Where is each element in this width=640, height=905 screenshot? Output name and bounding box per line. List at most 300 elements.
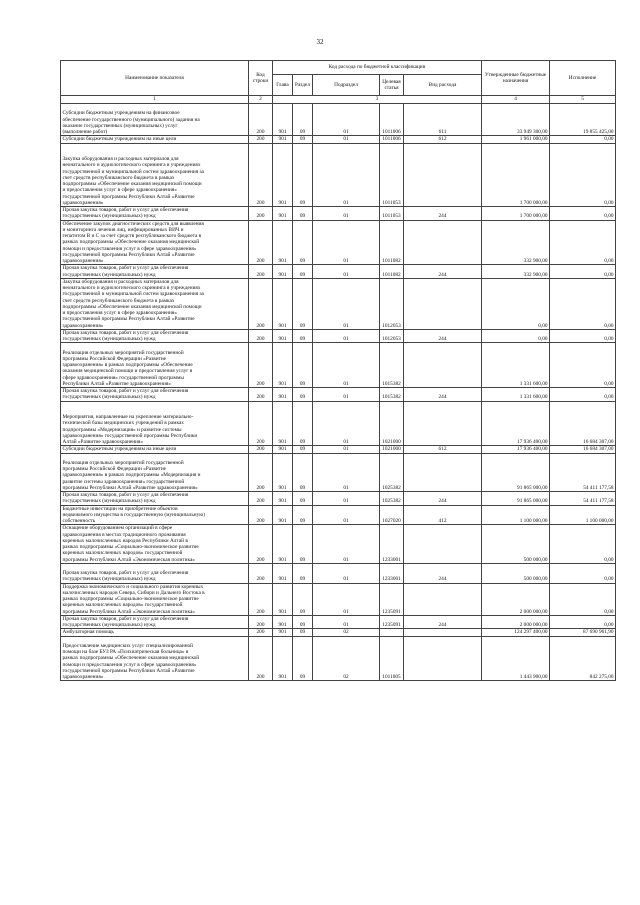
- indicator-name-line: оказания медицинской помощи и предоставления услуг в: [62, 368, 193, 375]
- glava-cell: 901: [273, 136, 293, 143]
- razdel-cell: 09: [293, 615, 313, 629]
- indicator-name: [61, 453, 249, 492]
- indicator-name-line: Обеспечение закупок диагностических средств для выявления: [62, 220, 204, 227]
- approved-cell: 1 961 000,00: [482, 136, 550, 143]
- executed-cell: 0,00: [550, 583, 616, 615]
- approved-cell: 332 900,00: [482, 220, 550, 265]
- vid-cell: 412: [404, 505, 482, 525]
- indicator-name-line: коренных малочисленных народов» государственной: [62, 550, 183, 557]
- executed-cell: 0,00: [550, 220, 616, 265]
- vid-cell: 612: [404, 446, 482, 453]
- podrazdel-cell: 01: [313, 104, 380, 136]
- row-code-cell: 200: [249, 492, 273, 506]
- executed-cell: 1 100 000,00: [550, 505, 616, 525]
- executed-cell: 0,00: [550, 343, 616, 388]
- indicator-name-line: коренных малочисленных народов» государственной: [62, 602, 183, 609]
- indicator-name-line: программы Республики Алтай «Экономическая политика»: [62, 556, 195, 563]
- indicator-name-line: оказание государственных (муниципальных) услуг: [62, 122, 178, 129]
- indicator-name-line: Предоставление медицинских услуг специализированной: [62, 642, 194, 649]
- approved-cell: 91 865 000,00: [482, 492, 550, 506]
- indicator-name-line: помощи и предоставления услуг в сфере здравоохранения»: [62, 245, 197, 252]
- approved-cell: 1 100 000,00: [482, 505, 550, 525]
- indicator-name-line: Прочая закупка товаров, работ и услуг для обеспечения: [62, 265, 189, 272]
- vid-cell: [404, 453, 482, 492]
- row-code-cell: 200: [249, 563, 273, 583]
- approved-cell: 1 331 600,00: [482, 388, 550, 402]
- indicator-name: [61, 207, 249, 221]
- indicator-name-line: программы Российской Федерации «Развитие: [62, 355, 167, 362]
- indicator-name: [61, 220, 249, 265]
- row-code-cell: 200: [249, 143, 273, 207]
- razdel-cell: 09: [293, 563, 313, 583]
- razdel-cell: 09: [293, 525, 313, 564]
- razdel-cell: 09: [293, 636, 313, 681]
- header-row-code: Код строки: [249, 61, 273, 96]
- approved-cell: 0,00: [482, 278, 550, 329]
- target-cell: 1011006: [380, 104, 404, 136]
- target-cell: 1011082: [380, 220, 404, 265]
- glava-cell: 901: [273, 492, 293, 506]
- target-cell: 1235091: [380, 615, 404, 629]
- indicator-name-line: Прочая закупка товаров, работ и услуг для обеспечения: [62, 329, 189, 336]
- vid-cell: 611: [404, 104, 482, 136]
- razdel-cell: 09: [293, 136, 313, 143]
- approved-cell: 1 331 600,00: [482, 343, 550, 388]
- row-code-cell: 200: [249, 629, 273, 636]
- glava-cell: 901: [273, 278, 293, 329]
- table-row: [61, 446, 616, 453]
- executed-cell: 16 684 307,00: [550, 401, 616, 446]
- row-code-cell: 200: [249, 220, 273, 265]
- indicator-name-line: помощи на базе БУЗ РА «Психиатрическая больница» в: [62, 649, 189, 655]
- podrazdel-cell: 01: [313, 505, 380, 525]
- header-classification: Код расхода по бюджетной классификации: [273, 61, 482, 75]
- razdel-cell: 09: [293, 388, 313, 402]
- indicator-name: [61, 278, 249, 329]
- approved-cell: 17 936 400,00: [482, 401, 550, 446]
- razdel-cell: 09: [293, 220, 313, 265]
- row-code-cell: 200: [249, 453, 273, 492]
- table-row: [61, 583, 616, 615]
- table-row: [61, 343, 616, 388]
- table-row: [61, 492, 616, 506]
- indicator-name: [61, 525, 249, 564]
- vid-cell: 612: [404, 136, 482, 143]
- target-cell: 1021000: [380, 401, 404, 446]
- indicator-name-line: государственных (муниципальных) нужд: [62, 271, 156, 278]
- table-row: [61, 629, 616, 636]
- indicator-name-line: государственных (муниципальных) нужд: [62, 498, 156, 505]
- indicator-name: [61, 388, 249, 402]
- indicator-name-line: государственной и муниципальной систем здравоохранения за: [62, 168, 204, 175]
- indicator-name-line: рамках подпрограммы «Социально-экономическое развитие: [62, 596, 199, 602]
- indicator-name-line: помощи и предоставления услуг в сфере здравоохранения»: [62, 661, 197, 668]
- indicator-name-line: Прочая закупка товаров, работ и услуг для обеспечения: [62, 207, 189, 213]
- row-code-cell: 200: [249, 278, 273, 329]
- razdel-cell: 09: [293, 492, 313, 506]
- indicator-name: [61, 136, 249, 143]
- podrazdel-cell: 02: [313, 629, 380, 636]
- header-podrazdel: Подраздел: [313, 75, 380, 96]
- indicator-name-line: собственность: [62, 518, 96, 524]
- vid-cell: [404, 401, 482, 446]
- header-razdel: Раздел: [293, 75, 313, 96]
- executed-cell: 54 411 177,58: [550, 453, 616, 492]
- glava-cell: 901: [273, 401, 293, 446]
- row-code-cell: 200: [249, 636, 273, 681]
- target-cell: 1021000: [380, 446, 404, 453]
- indicator-name-line: Закупка оборудования и расходных материалов для: [62, 156, 179, 162]
- glava-cell: 901: [273, 583, 293, 615]
- column-number: 5: [550, 96, 616, 104]
- indicator-name-line: государственной и муниципальной систем здравоохранения за: [62, 291, 204, 298]
- indicator-name-line: программы Российской Федерации «Развитие: [62, 466, 167, 472]
- podrazdel-cell: 01: [313, 143, 380, 207]
- glava-cell: 901: [273, 629, 293, 636]
- indicator-name-line: Прочая закупка товаров, работ и услуг для обеспечения: [62, 388, 189, 394]
- executed-cell: 0,00: [550, 563, 616, 583]
- glava-cell: 901: [273, 388, 293, 402]
- vid-cell: [404, 143, 482, 207]
- indicator-name: [61, 265, 249, 279]
- glava-cell: 901: [273, 104, 293, 136]
- indicator-name-line: Амбулаторная помощь: [62, 629, 114, 636]
- razdel-cell: 09: [293, 278, 313, 329]
- podrazdel-cell: 01: [313, 615, 380, 629]
- executed-cell: 0,00: [550, 278, 616, 329]
- column-number: 3: [273, 96, 482, 104]
- indicator-name-line: неонатального и аудиологического скрининга в учреждениях: [62, 162, 201, 169]
- header-vid: Вид расхода: [404, 75, 482, 96]
- executed-cell: 0,00: [550, 207, 616, 221]
- column-number: 4: [482, 96, 550, 104]
- approved-cell: 500 000,00: [482, 525, 550, 564]
- indicator-name: [61, 143, 249, 207]
- podrazdel-cell: 01: [313, 207, 380, 221]
- row-code-cell: 200: [249, 265, 273, 279]
- row-code-cell: 200: [249, 401, 273, 446]
- indicator-name-line: государственных (муниципальных) нужд: [62, 576, 156, 583]
- row-code-cell: 200: [249, 615, 273, 629]
- indicator-name-line: Прочая закупка товаров, работ и услуг для обеспечения: [62, 492, 189, 498]
- indicator-name: [61, 563, 249, 583]
- executed-cell: 0,00: [550, 329, 616, 343]
- target-cell: 1011082: [380, 265, 404, 279]
- podrazdel-cell: 01: [313, 446, 380, 453]
- table-row: [61, 278, 616, 329]
- glava-cell: 901: [273, 220, 293, 265]
- podrazdel-cell: 01: [313, 220, 380, 265]
- column-number: 2: [249, 96, 273, 104]
- target-cell: 1027020: [380, 505, 404, 525]
- table-row: [61, 136, 616, 143]
- executed-cell: 16 684 307,00: [550, 446, 616, 453]
- indicator-name-line: Оснащение оборудованием организаций в сфере: [62, 525, 173, 532]
- podrazdel-cell: 01: [313, 278, 380, 329]
- indicator-name-line: государственных (муниципальных) нужд: [62, 336, 156, 342]
- executed-cell: 0,00: [550, 615, 616, 629]
- indicator-name-line: счет средств республиканского бюджета в рамках: [62, 297, 175, 304]
- glava-cell: 901: [273, 615, 293, 629]
- indicator-name: [61, 636, 249, 681]
- indicator-name-line: коренных малочисленных народов Республики Алтай в: [62, 537, 188, 544]
- executed-cell: 0,00: [550, 388, 616, 402]
- row-code-cell: 200: [249, 446, 273, 453]
- indicator-name-line: и мониторинга лечения лиц, инфицированных ВИЧ и: [62, 226, 184, 233]
- glava-cell: 901: [273, 505, 293, 525]
- approved-cell: 1 700 000,00: [482, 207, 550, 221]
- table-row: [61, 143, 616, 207]
- target-cell: 1025382: [380, 453, 404, 492]
- target-cell: 1011005: [380, 636, 404, 681]
- executed-cell: 0,00: [550, 136, 616, 143]
- podrazdel-cell: 02: [313, 636, 380, 681]
- indicator-name-line: государственной программы Республики Алтай «Развитие: [62, 667, 195, 674]
- glava-cell: 901: [273, 265, 293, 279]
- indicator-name-line: подпрограммы «Обеспечение оказания медицинской помощи: [62, 303, 202, 310]
- glava-cell: 901: [273, 329, 293, 343]
- indicator-name-line: здравоохранения»: [62, 258, 104, 264]
- indicator-name-line: здравоохранения» в рамках подпрограммы «Обеспечение: [62, 362, 193, 368]
- executed-cell: 0,00: [550, 143, 616, 207]
- indicator-name-line: Субсидии бюджетным учреждениям на иные цели: [62, 446, 177, 453]
- vid-cell: [404, 220, 482, 265]
- indicator-name-line: развитие системы здравоохранения» государственной: [62, 478, 185, 485]
- podrazdel-cell: 01: [313, 525, 380, 564]
- podrazdel-cell: 01: [313, 453, 380, 492]
- vid-cell: 244: [404, 207, 482, 221]
- indicator-name-line: малочисленных народов Севера, Сибири и Дальнего Востока в: [62, 589, 205, 596]
- header-executed: Исполнение: [550, 61, 616, 96]
- approved-cell: 500 000,00: [482, 563, 550, 583]
- target-cell: 1012053: [380, 278, 404, 329]
- target-cell: [380, 629, 404, 636]
- indicator-name-line: подпрограммы «Модернизация» и развитие системы: [62, 426, 182, 433]
- vid-cell: [404, 629, 482, 636]
- approved-cell: 124 297 400,00: [482, 629, 550, 636]
- glava-cell: 901: [273, 636, 293, 681]
- executed-cell: 842 275,00: [550, 636, 616, 681]
- target-cell: 1015382: [380, 388, 404, 402]
- razdel-cell: 09: [293, 329, 313, 343]
- indicator-name-line: рамках подпрограммы «Социально-экономическое развитие: [62, 544, 199, 550]
- indicator-name-line: программы Республики Алтай «Экономическая политика»: [62, 608, 195, 615]
- target-cell: 1012053: [380, 329, 404, 343]
- glava-cell: 901: [273, 343, 293, 388]
- indicator-name: [61, 104, 249, 136]
- indicator-name-line: неонатального и аудиологического скрининга в учреждениях: [62, 285, 201, 291]
- indicator-name: [61, 583, 249, 615]
- table-row: [61, 505, 616, 525]
- razdel-cell: 09: [293, 207, 313, 221]
- header-approved: Утвержденные бюджетные назначения: [482, 61, 550, 96]
- approved-cell: 33 949 300,00: [482, 104, 550, 136]
- table-row: [61, 525, 616, 564]
- glava-cell: 901: [273, 446, 293, 453]
- razdel-cell: 09: [293, 104, 313, 136]
- indicator-name-line: подпрограммы «Обеспечение оказания медицинской помощи: [62, 181, 202, 187]
- approved-cell: 17 936 400,00: [482, 446, 550, 453]
- indicator-name-line: Субсидии бюджетным учреждениям на иные цели: [62, 136, 177, 143]
- vid-cell: [404, 636, 482, 681]
- target-cell: 1011053: [380, 207, 404, 221]
- indicator-name-line: здравоохранения»: [62, 674, 104, 680]
- row-code-cell: 200: [249, 104, 273, 136]
- header-glava: Глава: [273, 75, 293, 96]
- podrazdel-cell: 01: [313, 343, 380, 388]
- podrazdel-cell: 01: [313, 583, 380, 615]
- row-code-cell: 200: [249, 388, 273, 402]
- table-row: [61, 104, 616, 136]
- indicator-name: [61, 505, 249, 525]
- indicator-name-line: Реализация отдельных мероприятий государственной: [62, 459, 184, 466]
- indicator-name-line: Республики Алтай «Развитие здравоохранения»: [62, 380, 171, 387]
- razdel-cell: 09: [293, 583, 313, 615]
- indicator-name-line: и предоставления услуг в сфере здравоохранения»: [62, 187, 177, 194]
- approved-cell: 0,00: [482, 329, 550, 343]
- indicator-name-line: сфере здравоохранения» государственной программы: [62, 374, 184, 381]
- indicator-name: [61, 615, 249, 629]
- target-cell: 1233001: [380, 525, 404, 564]
- podrazdel-cell: 01: [313, 388, 380, 402]
- indicator-name-line: и предоставления услуг в сфере здравоохранения»: [62, 310, 177, 316]
- razdel-cell: 09: [293, 446, 313, 453]
- column-number: 1: [61, 96, 249, 104]
- row-code-cell: 200: [249, 207, 273, 221]
- header-name: Наименование показателя: [61, 61, 249, 96]
- row-code-cell: 200: [249, 136, 273, 143]
- vid-cell: 244: [404, 329, 482, 343]
- target-cell: 1011006: [380, 136, 404, 143]
- indicator-name-line: гепатитом В и С за счет средств республиканского бюджета в: [62, 233, 202, 239]
- indicator-name-line: здравоохранения»: [62, 322, 104, 329]
- glava-cell: 901: [273, 207, 293, 221]
- target-cell: 1235091: [380, 583, 404, 615]
- approved-cell: 91 865 000,00: [482, 453, 550, 492]
- approved-cell: 2 000 000,00: [482, 615, 550, 629]
- vid-cell: [404, 583, 482, 615]
- indicator-name-line: Закупка оборудования и расходных материалов для: [62, 278, 179, 285]
- podrazdel-cell: 01: [313, 136, 380, 143]
- table-row: [61, 265, 616, 279]
- razdel-cell: 09: [293, 143, 313, 207]
- indicator-name-line: Мероприятия, направленные на укрепление материально-: [62, 414, 194, 420]
- row-code-cell: 200: [249, 505, 273, 525]
- indicator-name-line: Прочая закупка товаров, работ и услуг для обеспечения: [62, 570, 189, 576]
- table-row: [61, 207, 616, 221]
- indicator-name-line: (выполнение работ): [62, 129, 108, 135]
- table-body: [61, 104, 616, 681]
- table-row: [61, 329, 616, 343]
- row-code-cell: 200: [249, 329, 273, 343]
- indicator-name-line: здравоохранения» государственной программы Республики: [62, 432, 198, 439]
- indicator-name-line: Алтай «Развитие здравоохранения»: [62, 439, 143, 445]
- table-row: [61, 220, 616, 265]
- razdel-cell: 09: [293, 453, 313, 492]
- vid-cell: 244: [404, 265, 482, 279]
- target-cell: 1011053: [380, 143, 404, 207]
- target-cell: 1025382: [380, 492, 404, 506]
- indicator-name-line: Реализация отдельных мероприятий государственной: [62, 349, 184, 356]
- table-row: [61, 453, 616, 492]
- table-row: [61, 563, 616, 583]
- indicator-name-line: государственных (муниципальных) нужд: [62, 622, 156, 628]
- podrazdel-cell: 01: [313, 329, 380, 343]
- vid-cell: 244: [404, 388, 482, 402]
- approved-cell: 332 900,00: [482, 265, 550, 279]
- vid-cell: [404, 525, 482, 564]
- executed-cell: 0,00: [550, 265, 616, 279]
- indicator-name: [61, 329, 249, 343]
- vid-cell: 244: [404, 563, 482, 583]
- indicator-name: [61, 492, 249, 506]
- page-number: 32: [316, 38, 324, 46]
- indicator-name-line: государственных (муниципальных) нужд: [62, 394, 156, 401]
- indicator-name-line: счет средств республиканского бюджета в рамках: [62, 174, 175, 181]
- approved-cell: 1 443 900,00: [482, 636, 550, 681]
- indicator-name-line: государственной программы Республики Алтай «Развитие: [62, 316, 195, 323]
- vid-cell: [404, 343, 482, 388]
- indicator-name-line: программы Республики Алтай «Развитие здравоохранения»: [62, 484, 198, 491]
- indicator-name-line: Бюджетные инвестиции на приобретение объектов: [62, 505, 178, 512]
- podrazdel-cell: 01: [313, 401, 380, 446]
- indicator-name-line: здравоохранения»: [62, 199, 104, 206]
- indicator-name-line: обеспечение государственного (муниципального) задания на: [62, 116, 200, 123]
- podrazdel-cell: 01: [313, 563, 380, 583]
- indicator-name: [61, 446, 249, 453]
- razdel-cell: 09: [293, 505, 313, 525]
- row-code-cell: 200: [249, 583, 273, 615]
- table-row: [61, 401, 616, 446]
- indicator-name-line: государственной программы Республики Алтай «Развитие: [62, 251, 195, 258]
- header-target: Целевая статья: [380, 75, 404, 96]
- indicator-name-line: государственных (муниципальных) нужд: [62, 213, 156, 220]
- approved-cell: 2 000 000,00: [482, 583, 550, 615]
- glava-cell: 901: [273, 453, 293, 492]
- indicator-name-line: Прочая закупка товаров, работ и услуг для обеспечения: [62, 615, 189, 622]
- vid-cell: [404, 278, 482, 329]
- vid-cell: 244: [404, 615, 482, 629]
- table-row: [61, 388, 616, 402]
- indicator-name-line: технической базы медицинских учреждений в рамках: [62, 420, 184, 427]
- indicator-name: [61, 401, 249, 446]
- indicator-name-line: рамках подпрограммы «Обеспечение оказания медицинской: [62, 239, 200, 246]
- razdel-cell: 09: [293, 629, 313, 636]
- row-code-cell: 200: [249, 525, 273, 564]
- target-cell: 1233001: [380, 563, 404, 583]
- indicator-name-line: государственной программы Республики Алтай «Развитие: [62, 193, 195, 200]
- executed-cell: 87 690 961,90: [550, 629, 616, 636]
- target-cell: 1015382: [380, 343, 404, 388]
- glava-cell: 901: [273, 525, 293, 564]
- glava-cell: 901: [273, 143, 293, 207]
- executed-cell: 19 855 425,00: [550, 104, 616, 136]
- podrazdel-cell: 01: [313, 265, 380, 279]
- indicator-name-line: недвижимого имущества в государственную (муниципальную): [62, 511, 205, 518]
- razdel-cell: 09: [293, 265, 313, 279]
- executed-cell: 0,00: [550, 525, 616, 564]
- razdel-cell: 09: [293, 343, 313, 388]
- podrazdel-cell: 01: [313, 492, 380, 506]
- razdel-cell: 09: [293, 401, 313, 446]
- indicator-name-line: Субсидии бюджетным учреждениям на финансовое: [62, 110, 180, 117]
- indicator-name-line: здравоохранения в местах традиционного проживания: [62, 531, 186, 538]
- indicator-name-line: Поддержка экономического и социального развития коренных: [62, 583, 204, 590]
- row-code-cell: 200: [249, 343, 273, 388]
- approved-cell: 1 700 000,00: [482, 143, 550, 207]
- indicator-name-line: здравоохранения» в рамках подпрограммы «Модернизация и: [62, 472, 201, 479]
- indicator-name: [61, 343, 249, 388]
